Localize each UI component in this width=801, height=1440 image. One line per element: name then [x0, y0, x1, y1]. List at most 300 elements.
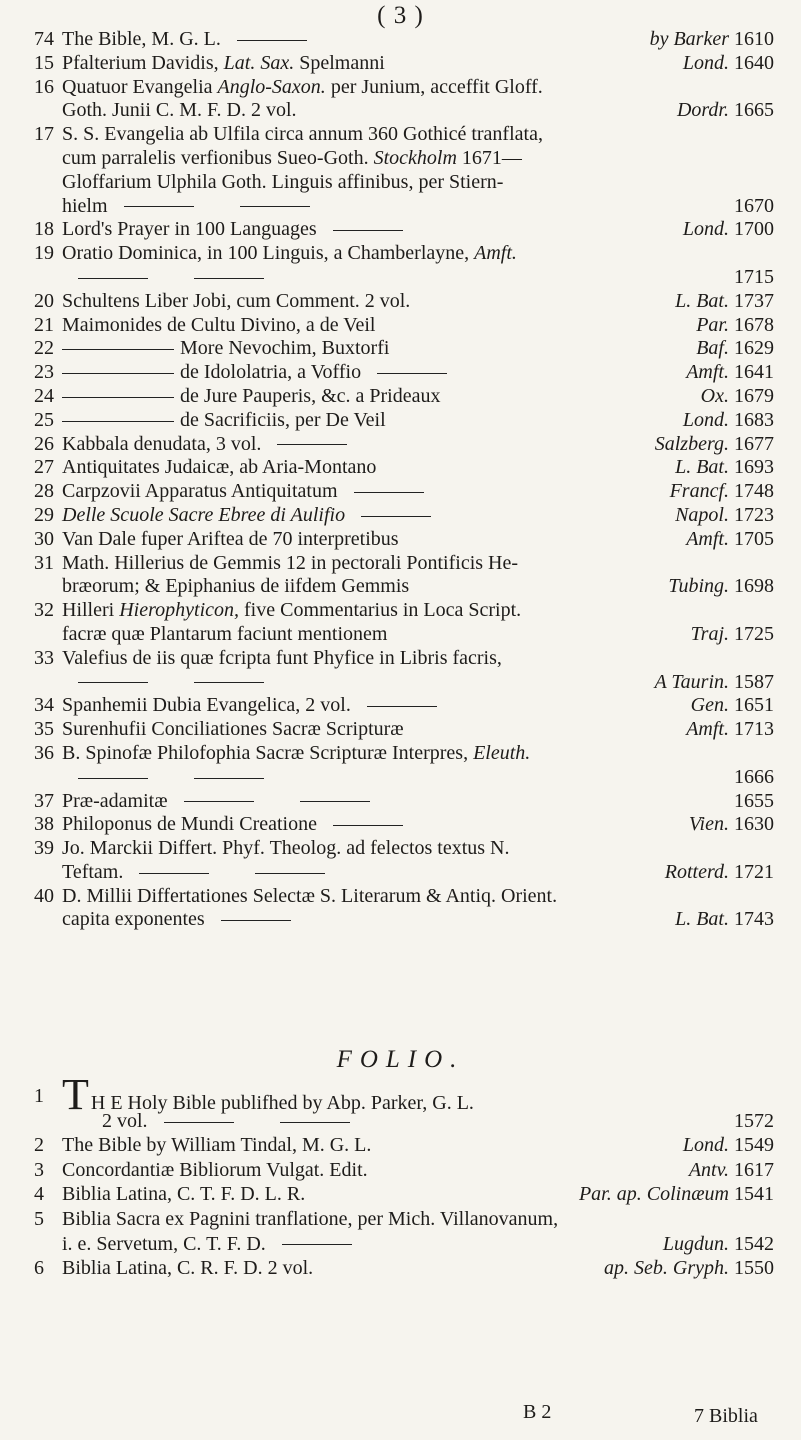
rule-dash [333, 230, 403, 231]
catalogue-entry [34, 337, 774, 361]
entry-line [34, 885, 774, 909]
entry-number: 15 [34, 51, 54, 74]
entry-title: Goth. Junii C. M. F. D. 2 vol. [62, 99, 297, 122]
imprint-year: 1693 [734, 456, 774, 479]
entry-title: Van Dale fuper Ariftea de 70 interpretibus [62, 527, 399, 550]
entry-imprint [655, 671, 774, 695]
rule-dash [62, 349, 174, 350]
catalogue-entry [34, 504, 774, 528]
entry-text [62, 1183, 305, 1207]
imprint-place: Lond. [682, 1134, 734, 1157]
rule-dash [194, 278, 264, 279]
rule-dash [237, 40, 307, 41]
entry-text [62, 337, 389, 361]
catalogue-entry [34, 361, 774, 385]
catalogue-entry [34, 813, 774, 837]
entry-number: 3 [34, 1158, 44, 1181]
entry-text [62, 837, 510, 861]
entry-line [34, 242, 774, 266]
imprint-year: 1748 [734, 480, 774, 503]
entry-title: H E Holy Bible publifhed by Abp. Parker, G. L. [90, 1092, 474, 1114]
entry-imprint [675, 908, 774, 932]
rule-dash [333, 825, 403, 826]
entry-title: cum parralelis verfionibus Sueo-Goth. [62, 146, 374, 169]
entry-number: 2 [34, 1134, 44, 1157]
entry-title: Antiquitates Judaicæ, ab Aria-Montano [62, 456, 377, 479]
entry-title: Lord's Prayer in 100 Languages [62, 218, 317, 241]
entry-line [34, 409, 774, 433]
entry-imprint [701, 385, 774, 409]
entry-text [62, 623, 387, 647]
catalogue-entry [34, 528, 774, 552]
catalogue-entry [34, 28, 774, 52]
entry-title: Hilleri [62, 599, 120, 622]
imprint-place: Baf. [696, 337, 734, 360]
entry-imprint [689, 1159, 774, 1183]
entry-title: The Bible by William Tindal, M. G. L. [62, 1134, 372, 1157]
catalogue-entry [34, 242, 774, 290]
entry-number: 4 [34, 1183, 44, 1206]
entry-title-cont: per Junium, acceffit Gloff. [325, 75, 543, 98]
entry-line [34, 1208, 774, 1233]
imprint-place: Gen. [690, 694, 734, 717]
rule-dash [282, 1244, 352, 1245]
entry-imprint [683, 1134, 774, 1158]
imprint-year: 1677 [734, 432, 774, 455]
entry-imprint [668, 575, 774, 599]
imprint-place: Salzberg. [654, 432, 734, 455]
entry-imprint [691, 694, 774, 718]
catalogue-entry [34, 1208, 774, 1257]
entry-title: Jo. Marckii Differt. Phyf. Theolog. ad felectos textus N. [62, 837, 510, 860]
entry-text [62, 694, 443, 718]
entry-number: 6 [34, 1257, 44, 1280]
entry-imprint [686, 361, 774, 385]
imprint-year: 1550 [734, 1257, 774, 1280]
entry-text [62, 861, 331, 885]
entry-title: Oratio Dominica, in 100 Linguis, a Chamberlayne, [62, 242, 475, 265]
imprint-place: Vien. [688, 813, 734, 836]
imprint-place: L. Bat. [675, 908, 734, 931]
entry-line [34, 290, 774, 314]
imprint-year: 1723 [734, 503, 774, 526]
entry-text [62, 647, 502, 671]
entry-line [34, 1183, 774, 1208]
signature-mark: B 2 [523, 1401, 552, 1423]
catalogue-entry [34, 1257, 774, 1282]
entry-number: 24 [34, 384, 54, 407]
imprint-place: Francf. [669, 480, 734, 503]
imprint-year: 1666 [734, 765, 774, 788]
entry-title: Maimonides de Cultu Divino, a de Veil [62, 313, 376, 336]
catalogue-entry [34, 599, 774, 647]
imprint-year: 1617 [734, 1158, 774, 1181]
entry-line [34, 718, 774, 742]
imprint-place: ap. Seb. Gryph. [604, 1257, 734, 1280]
imprint-year: 1665 [734, 99, 774, 122]
entry-text [62, 171, 503, 195]
entry-text [62, 290, 410, 314]
imprint-place: Napol. [675, 503, 734, 526]
entry-text [62, 218, 409, 242]
entry-line [34, 813, 774, 837]
entry-title: de Idololatria, a Voffio [180, 361, 362, 384]
entry-line [34, 433, 774, 457]
entry-line [34, 171, 774, 195]
catalogue-entry [34, 123, 774, 218]
entry-text [62, 742, 530, 766]
entry-text [62, 528, 399, 552]
entry-title: Surenhufii Conciliationes Sacræ Scripturæ [62, 718, 404, 741]
entry-imprint [734, 195, 774, 219]
entry-title-cont: Spelmanni [294, 51, 385, 74]
entry-imprint [686, 718, 774, 742]
octavo-entries-list [34, 28, 774, 932]
entry-line [34, 99, 774, 123]
entry-imprint [734, 1110, 774, 1134]
imprint-place: Tubing. [668, 575, 734, 598]
folio-entries-list [34, 1070, 774, 1282]
imprint-place: Lond. [682, 51, 734, 74]
entry-line [34, 480, 774, 504]
imprint-place: Lugdun. [662, 1232, 734, 1255]
rule-dash [184, 801, 254, 802]
entry-line [34, 599, 774, 623]
entry-title: Quatuor Evangelia [62, 75, 218, 98]
imprint-place: Dordr. [676, 99, 734, 122]
imprint-year: 1629 [734, 337, 774, 360]
entry-imprint [665, 861, 774, 885]
entry-number: 16 [34, 75, 54, 98]
entry-line [34, 504, 774, 528]
entry-text [62, 409, 386, 433]
entry-title: Præ-adamitæ [62, 789, 168, 812]
entry-title: Schultens Liber Jobi, cum Comment. 2 vol. [62, 289, 411, 312]
catalogue-entry [34, 1159, 774, 1184]
imprint-place: Traj. [690, 622, 734, 645]
rule-dash [78, 682, 148, 683]
entry-number: 35 [34, 718, 54, 741]
entry-number: 40 [34, 884, 54, 907]
rule-dash [78, 278, 148, 279]
imprint-year: 1737 [734, 289, 774, 312]
imprint-place: Amft. [686, 361, 734, 384]
entry-text [62, 28, 313, 52]
entry-title: Gloffarium Ulphila Goth. Linguis affinibus, per Stiern- [62, 170, 504, 193]
entry-title: de Jure Pauperis, &c. a Prideaux [180, 384, 441, 407]
entry-line [34, 837, 774, 861]
entry-imprint [604, 1257, 774, 1281]
imprint-year: 1630 [734, 813, 774, 836]
entry-line [34, 52, 774, 76]
entry-text [62, 671, 270, 695]
entry-title: Spanhemii Dubia Evangelica, 2 vol. [62, 694, 351, 717]
entry-text [102, 1110, 356, 1134]
entry-title: Philoponus de Mundi Creatione [62, 813, 317, 836]
imprint-place: Antv. [688, 1158, 734, 1181]
page-number: ( 3 ) [377, 2, 424, 29]
imprint-place: by Barker [649, 28, 734, 50]
entry-line [34, 337, 774, 361]
catalogue-entry [34, 694, 774, 718]
catalogue-entry [34, 742, 774, 790]
entry-title: bræorum; & Epiphanius de iifdem Gemmis [62, 575, 410, 598]
imprint-year: 1587 [734, 670, 774, 693]
entry-imprint [691, 623, 774, 647]
entry-text [62, 908, 297, 932]
entry-number: 21 [34, 313, 54, 336]
entry-title: Kabbala denudata, 3 vol. [62, 432, 262, 455]
entry-text [62, 1208, 558, 1232]
rule-dash [354, 492, 424, 493]
entry-number: 25 [34, 408, 54, 431]
entry-title: Teftam. [62, 860, 124, 883]
entry-title: 2 vol. [102, 1109, 148, 1132]
imprint-year: 1541 [734, 1183, 774, 1206]
catalogue-entry [34, 790, 774, 814]
rule-dash [78, 778, 148, 779]
entry-line [34, 623, 774, 647]
entry-title: Math. Hillerius de Gemmis 12 in pectorali Pontificis He- [62, 551, 519, 574]
entry-imprint [675, 504, 774, 528]
entry-imprint [683, 218, 774, 242]
entry-italic: Amft. [474, 242, 517, 265]
entry-title: capita exponentes [62, 908, 205, 931]
entry-number: 31 [34, 551, 54, 574]
entry-text [62, 813, 409, 837]
entry-number: 34 [34, 694, 54, 717]
rule-dash [194, 778, 264, 779]
entry-title: facræ quæ Plantarum faciunt mentionem [62, 622, 388, 645]
imprint-year: 1698 [734, 575, 774, 598]
catalogue-entry [34, 647, 774, 695]
imprint-place: Rotterd. [664, 860, 734, 883]
catalogue-entry [34, 218, 774, 242]
entry-line [34, 908, 774, 932]
entry-imprint [683, 409, 774, 433]
imprint-place: Lond. [682, 408, 734, 431]
entry-number: 28 [34, 480, 54, 503]
entry-title: i. e. Servetum, C. T. F. D. [62, 1232, 266, 1255]
entry-title: de Sacrificiis, per De Veil [180, 408, 386, 431]
entry-number: 23 [34, 361, 54, 384]
imprint-place: A Taurin. [654, 670, 734, 693]
entry-line [34, 694, 774, 718]
catalogue-entry [34, 552, 774, 600]
entry-text [62, 456, 376, 480]
entry-line [34, 218, 774, 242]
entry-italic: Hierophyticon, [119, 599, 240, 622]
entry-imprint [686, 528, 774, 552]
entry-number: 32 [34, 599, 54, 622]
catalogue-entry [34, 76, 774, 124]
entry-text [62, 195, 316, 219]
entry-number: 18 [34, 218, 54, 241]
entry-text [62, 790, 376, 814]
rule-dash [62, 373, 174, 374]
entry-imprint [670, 480, 774, 504]
entry-line [34, 147, 774, 171]
imprint-year: 1705 [734, 527, 774, 550]
entry-text [62, 147, 522, 171]
entry-text [62, 76, 543, 100]
entry-number: 39 [34, 837, 54, 860]
entry-title: Biblia Sacra ex Pagnini tranflatione, per Mich. Villanovanum, [62, 1207, 559, 1230]
entry-imprint [677, 99, 774, 123]
imprint-place: Lond. [682, 218, 734, 241]
entry-imprint [734, 766, 774, 790]
entry-line [34, 1159, 774, 1184]
rule-dash [277, 444, 347, 445]
entry-title-cont: five Commentarius in Loca Script. [239, 599, 522, 622]
entry-line [34, 76, 774, 100]
entry-text [62, 242, 517, 266]
entry-imprint [683, 52, 774, 76]
entry-number: 22 [34, 337, 54, 360]
entry-number: 30 [34, 527, 54, 550]
entry-title-cont: 1671— [456, 146, 522, 169]
entry-text [62, 1134, 371, 1158]
imprint-year: 1725 [734, 622, 774, 645]
imprint-year: 1683 [734, 408, 774, 431]
entry-text [62, 385, 440, 409]
entry-line [34, 671, 774, 695]
catalogue-entry [34, 837, 774, 885]
entry-number: 74 [34, 28, 54, 50]
entry-text [62, 480, 430, 504]
imprint-year: 1679 [734, 384, 774, 407]
entry-title: More Nevochim, Buxtorfi [180, 337, 390, 360]
rule-dash [194, 682, 264, 683]
imprint-place: Amft. [686, 718, 734, 741]
entry-line [34, 575, 774, 599]
entry-italic: Stockholm [373, 146, 457, 169]
entry-line [34, 1110, 774, 1135]
entry-line [34, 314, 774, 338]
entry-line [34, 552, 774, 576]
entry-line [34, 528, 774, 552]
entry-number: 19 [34, 242, 54, 265]
entry-number: 37 [34, 789, 54, 812]
imprint-place: L. Bat. [675, 289, 734, 312]
entry-line [34, 28, 774, 52]
imprint-year: 1678 [734, 313, 774, 336]
entry-text [62, 433, 353, 457]
entry-text [62, 1257, 313, 1281]
catalogue-entry [34, 456, 774, 480]
entry-number: 20 [34, 289, 54, 312]
entry-line [34, 647, 774, 671]
entry-text [62, 361, 453, 385]
catalogue-entry [34, 1134, 774, 1159]
rule-dash [280, 1122, 350, 1123]
folio-heading: FOLIO. [336, 1046, 465, 1073]
entry-title: D. Millii Differtationes Selectæ S. Literarum & Antiq. Orient. [62, 884, 558, 907]
entry-line [34, 1070, 774, 1119]
entry-line [34, 1233, 774, 1258]
imprint-year: 1610 [734, 28, 774, 50]
rule-dash [255, 873, 325, 874]
entry-text [62, 599, 521, 623]
entry-title: B. Spinofæ Philofophia Sacræ Scripturæ Interpres, [62, 741, 474, 764]
entry-title: Biblia Latina, C. R. F. D. 2 vol. [62, 1257, 314, 1280]
catalogue-entry [34, 314, 774, 338]
entry-number: 36 [34, 741, 54, 764]
entry-italic: Anglo-Saxon. [217, 75, 326, 98]
entry-title: S. S. Evangelia ab Ulfila circa annum 360 Gothicé tranflata, [62, 123, 543, 146]
entry-text [62, 575, 409, 599]
entry-line [34, 266, 774, 290]
entry-text [62, 52, 385, 76]
entry-text [62, 314, 376, 338]
catchword: 7 Biblia [694, 1405, 758, 1427]
rule-dash [124, 206, 194, 207]
catalogue-entry [34, 409, 774, 433]
entry-imprint [675, 290, 774, 314]
entry-line [34, 766, 774, 790]
imprint-year: 1542 [734, 1232, 774, 1255]
rule-dash [300, 801, 370, 802]
catalogue-entry [34, 480, 774, 504]
entry-text [62, 718, 404, 742]
imprint-year: 1700 [734, 218, 774, 241]
entry-line [34, 1134, 774, 1159]
rule-dash [139, 873, 209, 874]
rule-dash [62, 397, 174, 398]
imprint-year: 1715 [734, 265, 774, 288]
entry-text [62, 266, 270, 290]
entry-line [34, 361, 774, 385]
rule-dash [164, 1122, 234, 1123]
entry-imprint [579, 1183, 774, 1207]
entry-number: 5 [34, 1207, 44, 1230]
entry-text [62, 766, 270, 790]
entry-title: Pfalterium Davidis, [62, 51, 224, 74]
entry-line [34, 385, 774, 409]
entry-italic: Eleuth. [473, 741, 531, 764]
entry-imprint [655, 433, 774, 457]
entry-text [62, 1233, 358, 1257]
entry-title: Biblia Latina, C. T. F. D. L. R. [62, 1183, 306, 1206]
catalogue-entry [34, 718, 774, 742]
entry-italic: Lat. Sax. [223, 51, 295, 74]
rule-dash [377, 373, 447, 374]
entry-imprint [689, 813, 774, 837]
imprint-year: 1713 [734, 718, 774, 741]
entry-imprint [734, 266, 774, 290]
entry-text [62, 1159, 368, 1183]
entry-imprint [696, 314, 774, 338]
entry-number: 33 [34, 646, 54, 669]
entry-title: Concordantiæ Bibliorum Vulgat. Edit. [62, 1158, 368, 1181]
catalogue-entry [34, 433, 774, 457]
entry-title: The Bible, M. G. L. [62, 28, 221, 50]
rule-dash [361, 516, 431, 517]
catalogue-entry [34, 290, 774, 314]
entry-imprint [675, 456, 774, 480]
imprint-year: 1549 [734, 1134, 774, 1157]
imprint-place: Ox. [700, 384, 734, 407]
entry-line [34, 456, 774, 480]
imprint-year: 1651 [734, 694, 774, 717]
catalogue-entry [34, 1070, 774, 1134]
entry-line [34, 742, 774, 766]
entry-line [34, 790, 774, 814]
imprint-place: Amft. [686, 527, 734, 550]
catalogue-entry [34, 52, 774, 76]
entry-line [34, 123, 774, 147]
rule-dash [221, 920, 291, 921]
